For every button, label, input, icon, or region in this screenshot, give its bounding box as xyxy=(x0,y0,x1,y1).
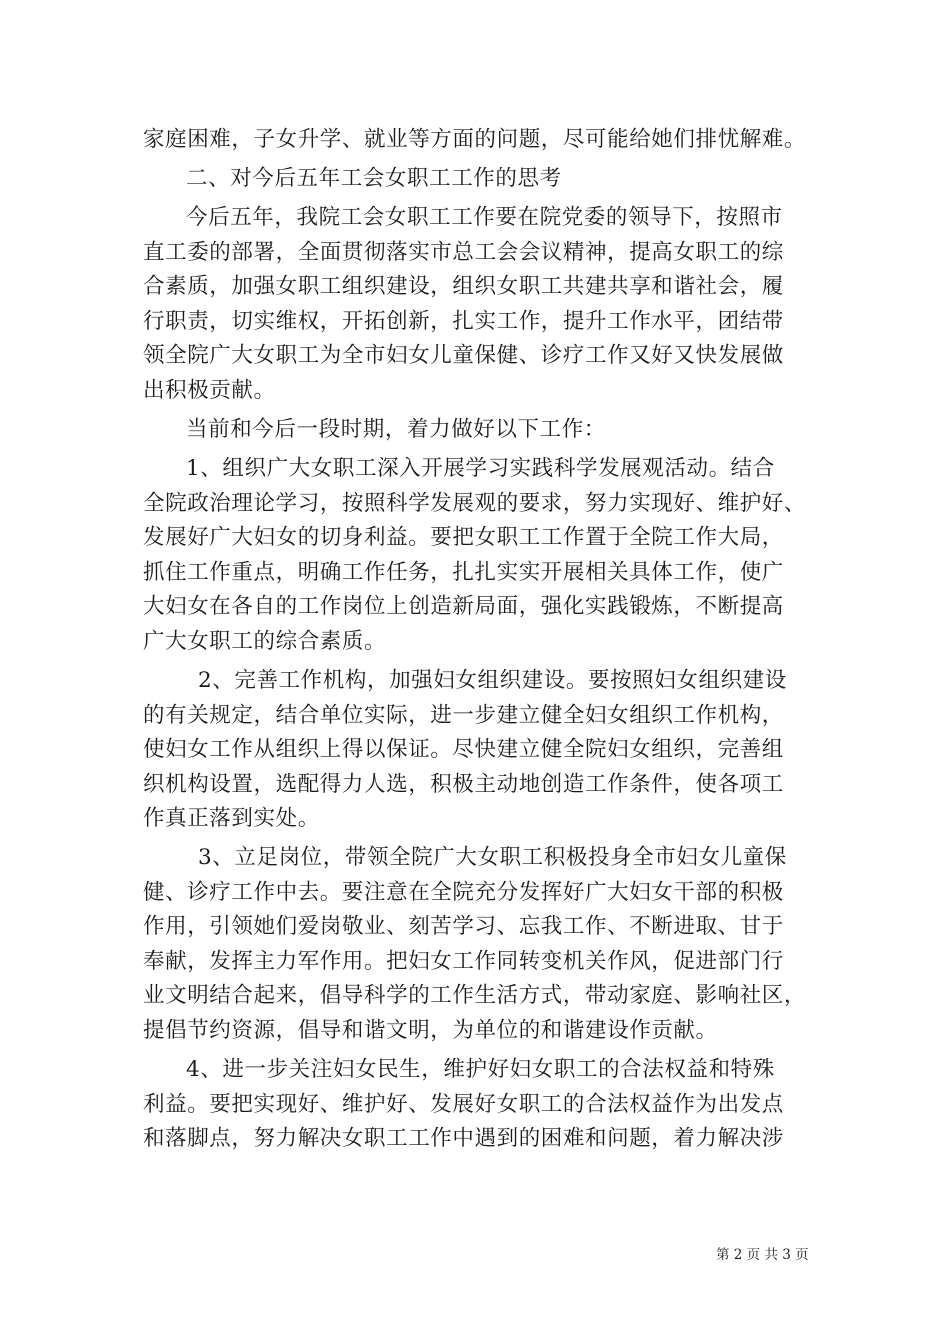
paragraph-line: 行职责，切实维权，开拓创新，扎实工作，提升工作水平，团结带 xyxy=(143,309,784,334)
paragraph-line: 使妇女工作从组织上得以保证。尽快建立健全院妇女组织，完善组 xyxy=(143,737,784,762)
paragraph-line: 合素质，加强女职工组织建设，组织女职工共建共享和谐社会，履 xyxy=(143,274,784,299)
paragraph-line: 全院政治理论学习，按照科学发展观的要求，努力实现好、维护好、 xyxy=(143,491,807,516)
paragraph-line: 的有关规定，结合单位实际，进一步建立健全妇女组织工作机构， xyxy=(143,703,784,728)
paragraph-line: 抓住工作重点，明确工作任务，扎扎实实开展相关具体工作，使广 xyxy=(143,560,784,585)
paragraph-line: 2、完善工作机构，加强妇女组织建设。要按照妇女组织建设 xyxy=(198,668,787,693)
page-footer: 第 2 页 共 3 页 xyxy=(716,1247,809,1263)
paragraph-line: 广大女职工的综合素质。 xyxy=(143,629,387,654)
paragraph-line: 和落脚点，努力解决女职工工作中遇到的困难和问题，着力解决涉 xyxy=(143,1126,784,1151)
paragraph-line: 作用，引领她们爱岗敬业、刻苦学习、忘我工作、不断进取、甘于 xyxy=(143,914,784,939)
paragraph-line: 直工委的部署，全面贯彻落实市总工会会议精神，提高女职工的综 xyxy=(143,240,784,265)
paragraph-line: 家庭困难，子女升学、就业等方面的问题，尽可能给她们排忧解难。 xyxy=(143,127,807,152)
paragraph-line: 发展好广大妇女的切身利益。要把女职工工作置于全院工作大局， xyxy=(143,525,784,550)
paragraph-line: 健、诊疗工作中去。要注意在全院充分发挥好广大妇女干部的积极 xyxy=(143,880,784,905)
paragraph-line: 1、组织广大女职工深入开展学习实践科学发展观活动。结合 xyxy=(186,456,775,481)
paragraph-line: 业文明结合起来，倡导科学的工作生活方式，带动家庭、影响社区， xyxy=(143,983,807,1008)
paragraph-line: 领全院广大女职工为全市妇女儿童保健、诊疗工作又好又快发展做 xyxy=(143,343,784,368)
paragraph-line: 4、进一步关注妇女民生，维护好妇女职工的合法权益和特殊 xyxy=(186,1057,775,1082)
paragraph-line: 出积极贡献。 xyxy=(143,378,276,403)
paragraph-line: 今后五年，我院工会女职工工作要在院党委的领导下，按照市 xyxy=(186,205,783,230)
paragraph-line: 作真正落到实处。 xyxy=(143,806,320,831)
paragraph-line: 奉献，发挥主力军作用。把妇女工作同转变机关作风，促进部门行 xyxy=(143,949,784,974)
paragraph-line: 提倡节约资源，倡导和谐文明，为单位的和谐建设作贡献。 xyxy=(143,1018,718,1043)
paragraph-line: 织机构设置，选配得力人选，积极主动地创造工作条件，使各项工 xyxy=(143,772,784,797)
paragraph-line: 当前和今后一段时期，着力做好以下工作： xyxy=(186,417,606,442)
paragraph-line: 利益。要把实现好、维护好、发展好女职工的合法权益作为出发点 xyxy=(143,1092,784,1117)
paragraph-line: 3、立足岗位，带领全院广大女职工积极投身全市妇女儿童保 xyxy=(198,845,787,870)
paragraph-line: 大妇女在各自的工作岗位上创造新局面，强化实践锻炼，不断提高 xyxy=(143,594,784,619)
section-heading: 二、对今后五年工会女职工工作的思考 xyxy=(186,166,562,191)
